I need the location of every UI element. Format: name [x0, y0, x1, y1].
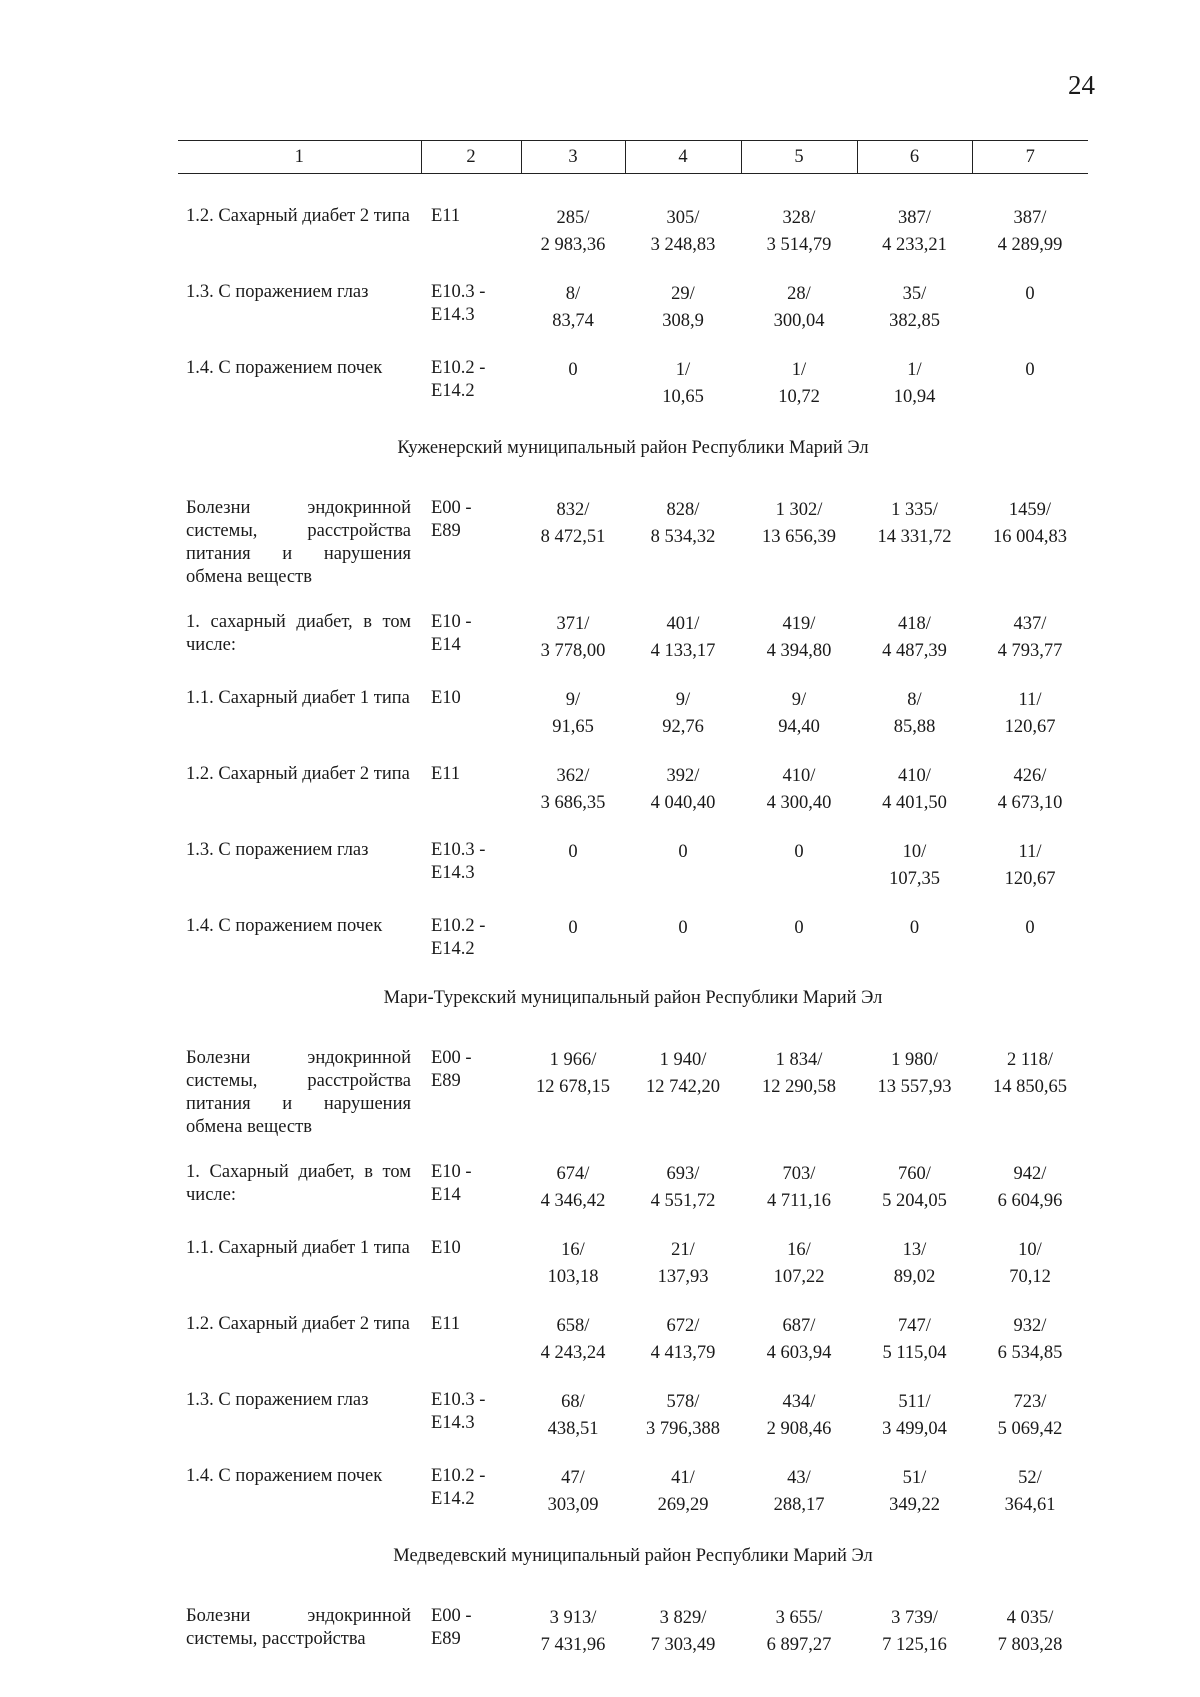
value-cell-col5: 419/ 4 394,80 [766, 614, 832, 661]
icd-code: E10 [431, 688, 461, 708]
icd-code: E00 - E89 [431, 1606, 472, 1649]
value-cell-col5: 434/ 2 908,46 [766, 1392, 832, 1439]
row-name: 1.4. С поражением почек [186, 1466, 383, 1486]
gap-cell [178, 1583, 1088, 1605]
value-cell-col6: 747/ 5 115,04 [882, 1316, 947, 1363]
value-cell-col3: 0 [568, 842, 578, 862]
value-cell-col4: 392/ 4 040,40 [650, 766, 716, 813]
value-cell-col3: 658/ 4 243,24 [540, 1316, 606, 1363]
row-name: 1.1. Сахарный диабет 1 типа [186, 688, 410, 708]
value-cell-col7: 2 118/ 14 850,65 [993, 1050, 1067, 1097]
value-cell-col3: 16/ 103,18 [547, 1240, 599, 1287]
value-cell-col3: 8/ 83,74 [552, 284, 594, 331]
page-number: 24 [1068, 70, 1095, 100]
district-title: Куженерский муниципальный район Республики Марий Эл [397, 438, 869, 458]
table-row [178, 763, 1088, 817]
gap-row [178, 1139, 1088, 1161]
row-name: 1.2. Сахарный диабет 2 типа [186, 1314, 410, 1334]
row-name: 1. сахарный диабет, в том числе: [186, 612, 411, 655]
column-header-1: 1 [178, 141, 421, 174]
gap-row [178, 1025, 1088, 1047]
gap-row [178, 1443, 1088, 1465]
value-cell-col7: 0 [1025, 284, 1035, 304]
column-header-6: 6 [857, 141, 972, 174]
gap-row [178, 665, 1088, 687]
column-header-2: 2 [421, 141, 521, 174]
gap-cell [178, 665, 1088, 687]
table-row [178, 611, 1088, 665]
gap-row [178, 411, 1088, 433]
value-cell-col5: 687/ 4 603,94 [766, 1316, 832, 1363]
district-title: Медведевский муниципальный район Республики Марий Эл [393, 1546, 873, 1566]
value-cell-col6: 3 739/ 7 125,16 [882, 1608, 947, 1655]
value-cell-col7: 52/ 364,61 [1004, 1468, 1056, 1515]
statistics-table-container [178, 140, 1088, 1659]
icd-code: E10.3 - E14.3 [431, 840, 486, 883]
value-cell-col3: 47/ 303,09 [547, 1468, 599, 1515]
column-header-7: 7 [972, 141, 1088, 174]
row-name: 1.4. С поражением почек [186, 916, 383, 936]
gap-cell [178, 1291, 1088, 1313]
value-cell-col3: 9/ 91,65 [552, 690, 594, 737]
value-cell-col7: 1459/ 16 004,83 [993, 500, 1067, 547]
row-name: 1.1. Сахарный диабет 1 типа [186, 1238, 410, 1258]
row-name: 1.2. Сахарный диабет 2 типа [186, 764, 410, 784]
table-body [178, 174, 1088, 1660]
row-name: 1.3. С поражением глаз [186, 282, 369, 302]
gap-row [178, 1291, 1088, 1313]
gap-cell [178, 411, 1088, 433]
column-header-3: 3 [521, 141, 625, 174]
value-cell-col6: 387/ 4 233,21 [882, 208, 947, 255]
gap-cell [178, 335, 1088, 357]
value-cell-col6: 0 [909, 918, 920, 938]
value-cell-col3: 68/ 438,51 [547, 1392, 599, 1439]
gap-row [178, 893, 1088, 915]
gap-cell [178, 475, 1088, 497]
gap-cell [178, 893, 1088, 915]
value-cell-col4: 3 829/ 7 303,49 [650, 1608, 716, 1655]
gap-cell [178, 1443, 1088, 1465]
value-cell-col5: 1/ 10,72 [778, 360, 820, 407]
value-cell-col6: 51/ 349,22 [889, 1468, 940, 1515]
value-cell-col4: 828/ 8 534,32 [650, 500, 716, 547]
table-row [178, 839, 1088, 893]
row-name: Болезни эндокринной системы, расстройства [186, 1606, 411, 1649]
table-row [178, 357, 1088, 411]
gap-row [178, 1215, 1088, 1237]
gap-row [178, 1583, 1088, 1605]
value-cell-col3: 674/ 4 346,42 [540, 1164, 606, 1211]
column-header-5: 5 [741, 141, 857, 174]
table-row [178, 497, 1088, 589]
value-cell-col7: 723/ 5 069,42 [997, 1392, 1063, 1439]
table-row [178, 1047, 1088, 1139]
icd-code: E00 - E89 [431, 498, 472, 541]
value-cell-col5: 703/ 4 711,16 [766, 1164, 832, 1211]
row-name: 1. Сахарный диабет, в том числе: [186, 1162, 411, 1205]
gap-cell [178, 1367, 1088, 1389]
value-cell-col3: 3 913/ 7 431,96 [540, 1608, 606, 1655]
value-cell-col5: 28/ 300,04 [773, 284, 825, 331]
gap-cell [178, 961, 1088, 983]
gap-row [178, 1519, 1088, 1541]
value-cell-col7: 387/ 4 289,99 [997, 208, 1063, 255]
row-name: 1.4. С поражением почек [186, 358, 383, 378]
table-row [178, 1389, 1088, 1443]
value-cell-col5: 43/ 288,17 [773, 1468, 825, 1515]
value-cell-col5: 1 302/ 13 656,39 [762, 500, 836, 547]
value-cell-col4: 1/ 10,65 [662, 360, 704, 407]
value-cell-col6: 511/ 3 499,04 [882, 1392, 947, 1439]
value-cell-col4: 29/ 308,9 [662, 284, 704, 331]
value-cell-col4: 672/ 4 413,79 [650, 1316, 716, 1363]
gap-cell [178, 589, 1088, 611]
value-cell-col5: 3 655/ 6 897,27 [766, 1608, 832, 1655]
value-cell-col6: 13/ 89,02 [893, 1240, 936, 1287]
icd-code: E11 [431, 764, 461, 784]
column-header-4: 4 [625, 141, 741, 174]
row-name: 1.3. С поражением глаз [186, 1390, 369, 1410]
district-heading-row [178, 1541, 1088, 1583]
value-cell-col3: 0 [568, 360, 578, 380]
value-cell-col7: 11/ 120,67 [1004, 842, 1056, 889]
value-cell-col6: 1 980/ 13 557,93 [877, 1050, 952, 1097]
value-cell-col6: 760/ 5 204,05 [882, 1164, 947, 1211]
gap-cell [178, 1139, 1088, 1161]
value-cell-col4: 21/ 137,93 [657, 1240, 709, 1287]
district-heading-row [178, 983, 1088, 1025]
value-cell-col5: 1 834/ 12 290,58 [762, 1050, 836, 1097]
table-row [178, 687, 1088, 741]
value-cell-col5: 0 [794, 842, 804, 862]
gap-cell [178, 1519, 1088, 1541]
value-cell-col5: 328/ 3 514,79 [766, 208, 832, 255]
gap-row [178, 335, 1088, 357]
statistics-table [178, 140, 1088, 1659]
value-cell-col7: 4 035/ 7 803,28 [997, 1608, 1063, 1655]
value-cell-col4: 9/ 92,76 [662, 690, 704, 737]
value-cell-col7: 0 [1025, 360, 1035, 380]
value-cell-col7: 932/ 6 534,85 [997, 1316, 1063, 1363]
gap-row [178, 741, 1088, 763]
value-cell-col6: 410/ 4 401,50 [882, 766, 947, 813]
district-heading-row [178, 433, 1088, 475]
icd-code: E10 [431, 1238, 461, 1258]
value-cell-col4: 401/ 4 133,17 [650, 614, 716, 661]
gap-cell [178, 817, 1088, 839]
value-cell-col6: 35/ 382,85 [889, 284, 940, 331]
table-row [178, 1161, 1088, 1215]
header-row [178, 141, 1088, 174]
icd-code: E10 - E14 [431, 1162, 472, 1205]
gap-row [178, 475, 1088, 497]
icd-code: E10 - E14 [431, 612, 472, 655]
icd-code: E00 - E89 [431, 1048, 472, 1091]
value-cell-col5: 16/ 107,22 [773, 1240, 825, 1287]
value-cell-col6: 10/ 107,35 [889, 842, 940, 889]
table-row [178, 1605, 1088, 1659]
spacer-row [178, 174, 1088, 206]
gap-cell [178, 741, 1088, 763]
gap-row [178, 817, 1088, 839]
icd-code: E10.3 - E14.3 [431, 1390, 486, 1433]
row-name: 1.2. Сахарный диабет 2 типа [186, 206, 410, 226]
value-cell-col7: 426/ 4 673,10 [997, 766, 1063, 813]
spacer-cell [178, 174, 1088, 206]
icd-code: E11 [431, 1314, 461, 1334]
value-cell-col4: 0 [678, 918, 688, 938]
value-cell-col5: 410/ 4 300,40 [766, 766, 832, 813]
icd-code: E10.3 - E14.3 [431, 282, 486, 325]
gap-row [178, 1367, 1088, 1389]
table-row [178, 1313, 1088, 1367]
table-row [178, 205, 1088, 259]
value-cell-col7: 0 [1025, 918, 1035, 938]
table-header [178, 141, 1088, 174]
gap-cell [178, 259, 1088, 281]
icd-code: E10.2 - E14.2 [431, 358, 486, 401]
table-row [178, 281, 1088, 335]
value-cell-col3: 0 [568, 918, 578, 938]
value-cell-col4: 1 940/ 12 742,20 [646, 1050, 720, 1097]
value-cell-col4: 41/ 269,29 [657, 1468, 709, 1515]
gap-row [178, 259, 1088, 281]
gap-cell [178, 1025, 1088, 1047]
value-cell-col4: 0 [678, 842, 688, 862]
value-cell-col6: 418/ 4 487,39 [882, 614, 947, 661]
value-cell-col7: 11/ 120,67 [1004, 690, 1056, 737]
value-cell-col6: 1/ 10,94 [893, 360, 936, 407]
value-cell-col5: 9/ 94,40 [778, 690, 820, 737]
value-cell-col3: 371/ 3 778,00 [540, 614, 606, 661]
gap-cell [178, 1215, 1088, 1237]
value-cell-col3: 1 966/ 12 678,15 [536, 1050, 610, 1097]
icd-code: E10.2 - E14.2 [431, 916, 486, 959]
row-name: 1.3. С поражением глаз [186, 840, 369, 860]
value-cell-col7: 437/ 4 793,77 [997, 614, 1063, 661]
value-cell-col3: 362/ 3 686,35 [540, 766, 606, 813]
table-row [178, 1465, 1088, 1519]
value-cell-col3: 285/ 2 983,36 [540, 208, 606, 255]
value-cell-col6: 8/ 85,88 [893, 690, 936, 737]
row-name: Болезни эндокринной системы, расстройства питания и нарушения обмена веществ [186, 1048, 411, 1137]
row-name: Болезни эндокринной системы, расстройства питания и нарушения обмена веществ [186, 498, 411, 587]
value-cell-col4: 693/ 4 551,72 [650, 1164, 716, 1211]
value-cell-col3: 832/ 8 472,51 [540, 500, 606, 547]
value-cell-col6: 1 335/ 14 331,72 [877, 500, 952, 547]
icd-code: E11 [431, 206, 461, 226]
district-title: Мари-Турекский муниципальный район Республики Марий Эл [383, 988, 883, 1008]
value-cell-col4: 305/ 3 248,83 [650, 208, 716, 255]
value-cell-col7: 942/ 6 604,96 [997, 1164, 1063, 1211]
table-row [178, 915, 1088, 961]
table-row [178, 1237, 1088, 1291]
value-cell-col5: 0 [794, 918, 804, 938]
icd-code: E10.2 - E14.2 [431, 1466, 486, 1509]
value-cell-col4: 578/ 3 796,388 [646, 1392, 720, 1439]
value-cell-col7: 10/ 70,12 [1009, 1240, 1051, 1287]
gap-row [178, 961, 1088, 983]
gap-row [178, 589, 1088, 611]
